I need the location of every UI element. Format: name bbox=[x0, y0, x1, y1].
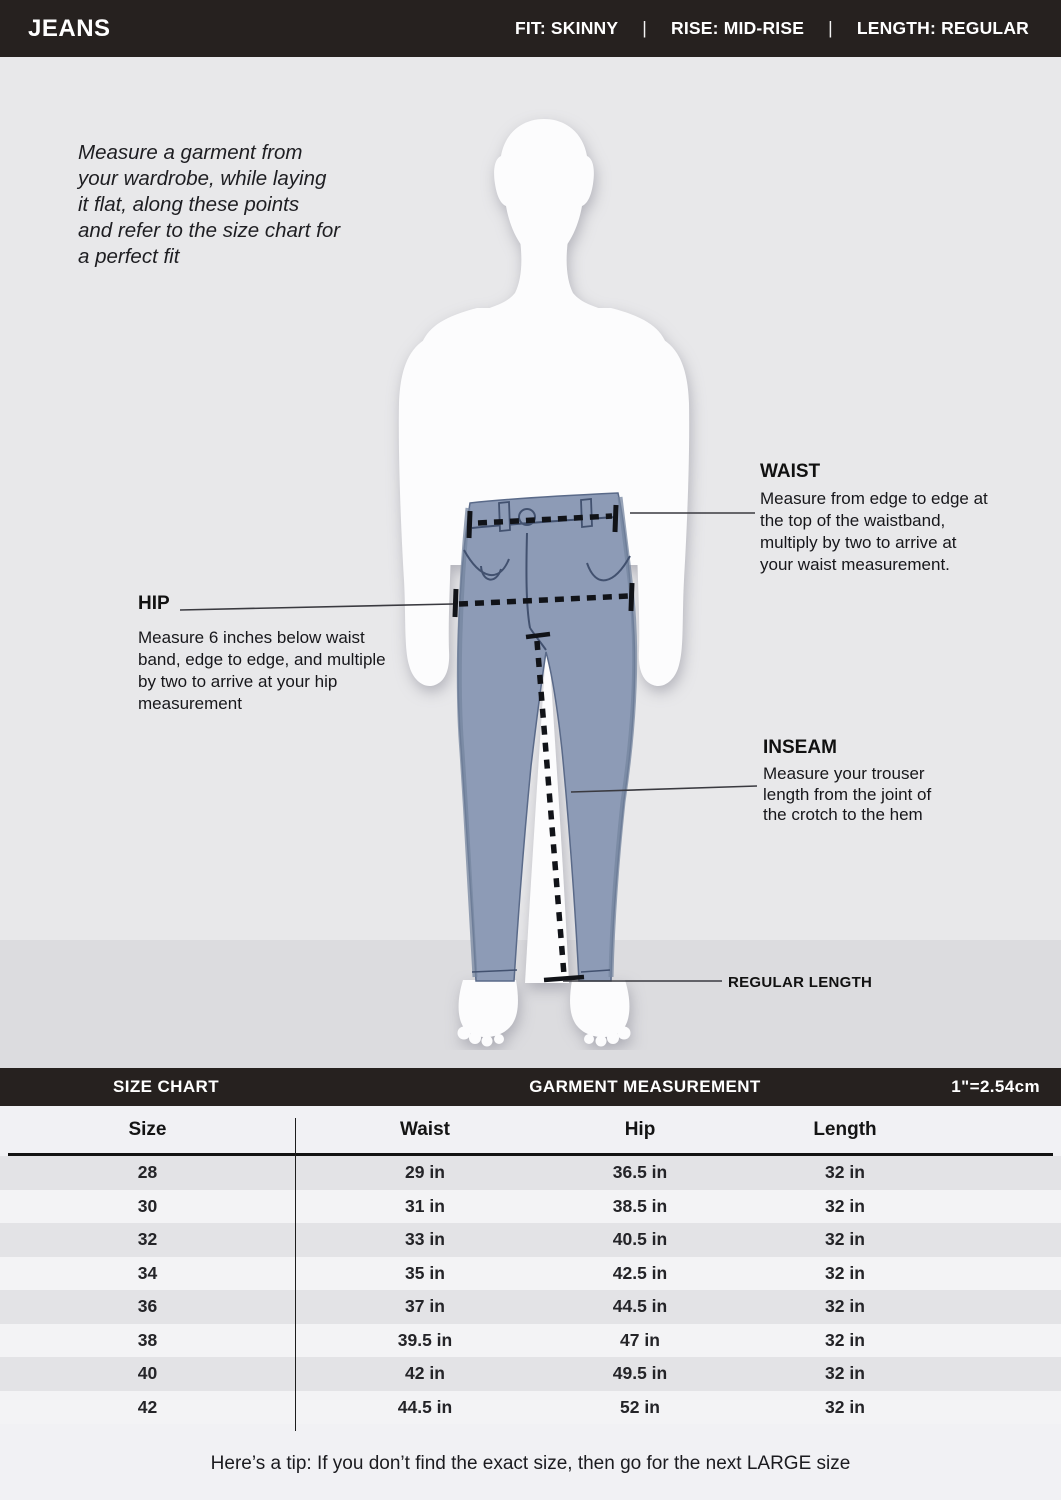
table-row: 42 44.5 in 52 in 32 in bbox=[0, 1391, 1061, 1425]
table-row: 34 35 in 42.5 in 32 in bbox=[0, 1257, 1061, 1291]
header-bar bbox=[0, 0, 1061, 57]
page-title: JEANS bbox=[28, 14, 111, 42]
hip-tick-right bbox=[631, 583, 632, 611]
table-row: 36 37 in 44.5 in 32 in bbox=[0, 1290, 1061, 1324]
spec-length: LENGTH: REGULAR bbox=[856, 18, 1029, 38]
spec-fit: FIT: SKINNY bbox=[514, 18, 619, 38]
inseam-title: INSEAM bbox=[763, 737, 837, 758]
spec-rise: RISE: MID-RISE bbox=[671, 18, 805, 38]
left-toes bbox=[458, 1027, 471, 1040]
column-header-hip: Hip bbox=[624, 1118, 656, 1140]
right-toes bbox=[596, 1036, 607, 1047]
waist-tick-right bbox=[615, 505, 616, 532]
hip-annotation: HIP Measure 6 inches below waist band, edge to edge, and multiple by two to arrive at your hip measurement bbox=[138, 593, 386, 713]
size-table-section bbox=[0, 1106, 1061, 1500]
right-toes bbox=[584, 1034, 594, 1044]
spec-separator: | bbox=[828, 18, 833, 38]
right-toes bbox=[607, 1032, 619, 1044]
left-arm-shape bbox=[399, 340, 452, 686]
waist-tick-left bbox=[469, 511, 470, 538]
head-shape bbox=[494, 119, 594, 257]
hem-tick bbox=[544, 977, 584, 980]
table-row: 28 29 in 36.5 in 32 in bbox=[0, 1156, 1061, 1190]
size-column-divider bbox=[295, 1118, 297, 1431]
left-toes bbox=[494, 1034, 504, 1044]
measurement-diagram bbox=[0, 57, 1061, 1068]
waist-title: WAIST bbox=[760, 461, 821, 482]
table-row: 40 42 in 49.5 in 32 in bbox=[0, 1357, 1061, 1391]
left-toes bbox=[482, 1036, 493, 1047]
hip-title: HIP bbox=[138, 593, 170, 614]
table-row: 30 31 in 38.5 in 32 in bbox=[0, 1190, 1061, 1224]
inseam-top-tick bbox=[526, 634, 550, 637]
spec-separator: | bbox=[642, 18, 647, 38]
table-row: 38 39.5 in 47 in 32 in bbox=[0, 1324, 1061, 1358]
unit-conversion-note: 1"=2.54cm bbox=[951, 1077, 1040, 1096]
footer-tip: Here’s a tip: If you don’t find the exact size, then go for the next LARGE size bbox=[210, 1453, 851, 1474]
inseam-annotation: INSEAM Measure your trouser length from the joint of the crotch to the hem bbox=[763, 737, 932, 824]
waist-annotation: WAIST Measure from edge to edge at the top of the waistband, multiply by two to arrive at your waist measurement. bbox=[760, 461, 988, 574]
hip-tick-left bbox=[455, 589, 456, 617]
regular-length-label: REGULAR LENGTH bbox=[728, 974, 873, 991]
fit-specs bbox=[515, 18, 1029, 39]
left-toes bbox=[469, 1032, 481, 1044]
intro-note: Measure a garment from your wardrobe, while laying it flat, along these points and refer to the size chart for a perfect fit bbox=[78, 141, 341, 268]
column-header-waist: Waist bbox=[400, 1118, 450, 1140]
size-chart-title: SIZE CHART bbox=[113, 1077, 219, 1096]
table-header-row bbox=[0, 1106, 1061, 1153]
table-row: 32 33 in 40.5 in 32 in bbox=[0, 1223, 1061, 1257]
column-header-size: Size bbox=[128, 1118, 167, 1140]
size-chart-bar bbox=[0, 1068, 1061, 1106]
right-toes bbox=[618, 1027, 631, 1040]
garment-measurement-title: GARMENT MEASUREMENT bbox=[529, 1077, 761, 1096]
column-header-length: Length bbox=[813, 1118, 877, 1140]
table-body bbox=[0, 1156, 1061, 1424]
